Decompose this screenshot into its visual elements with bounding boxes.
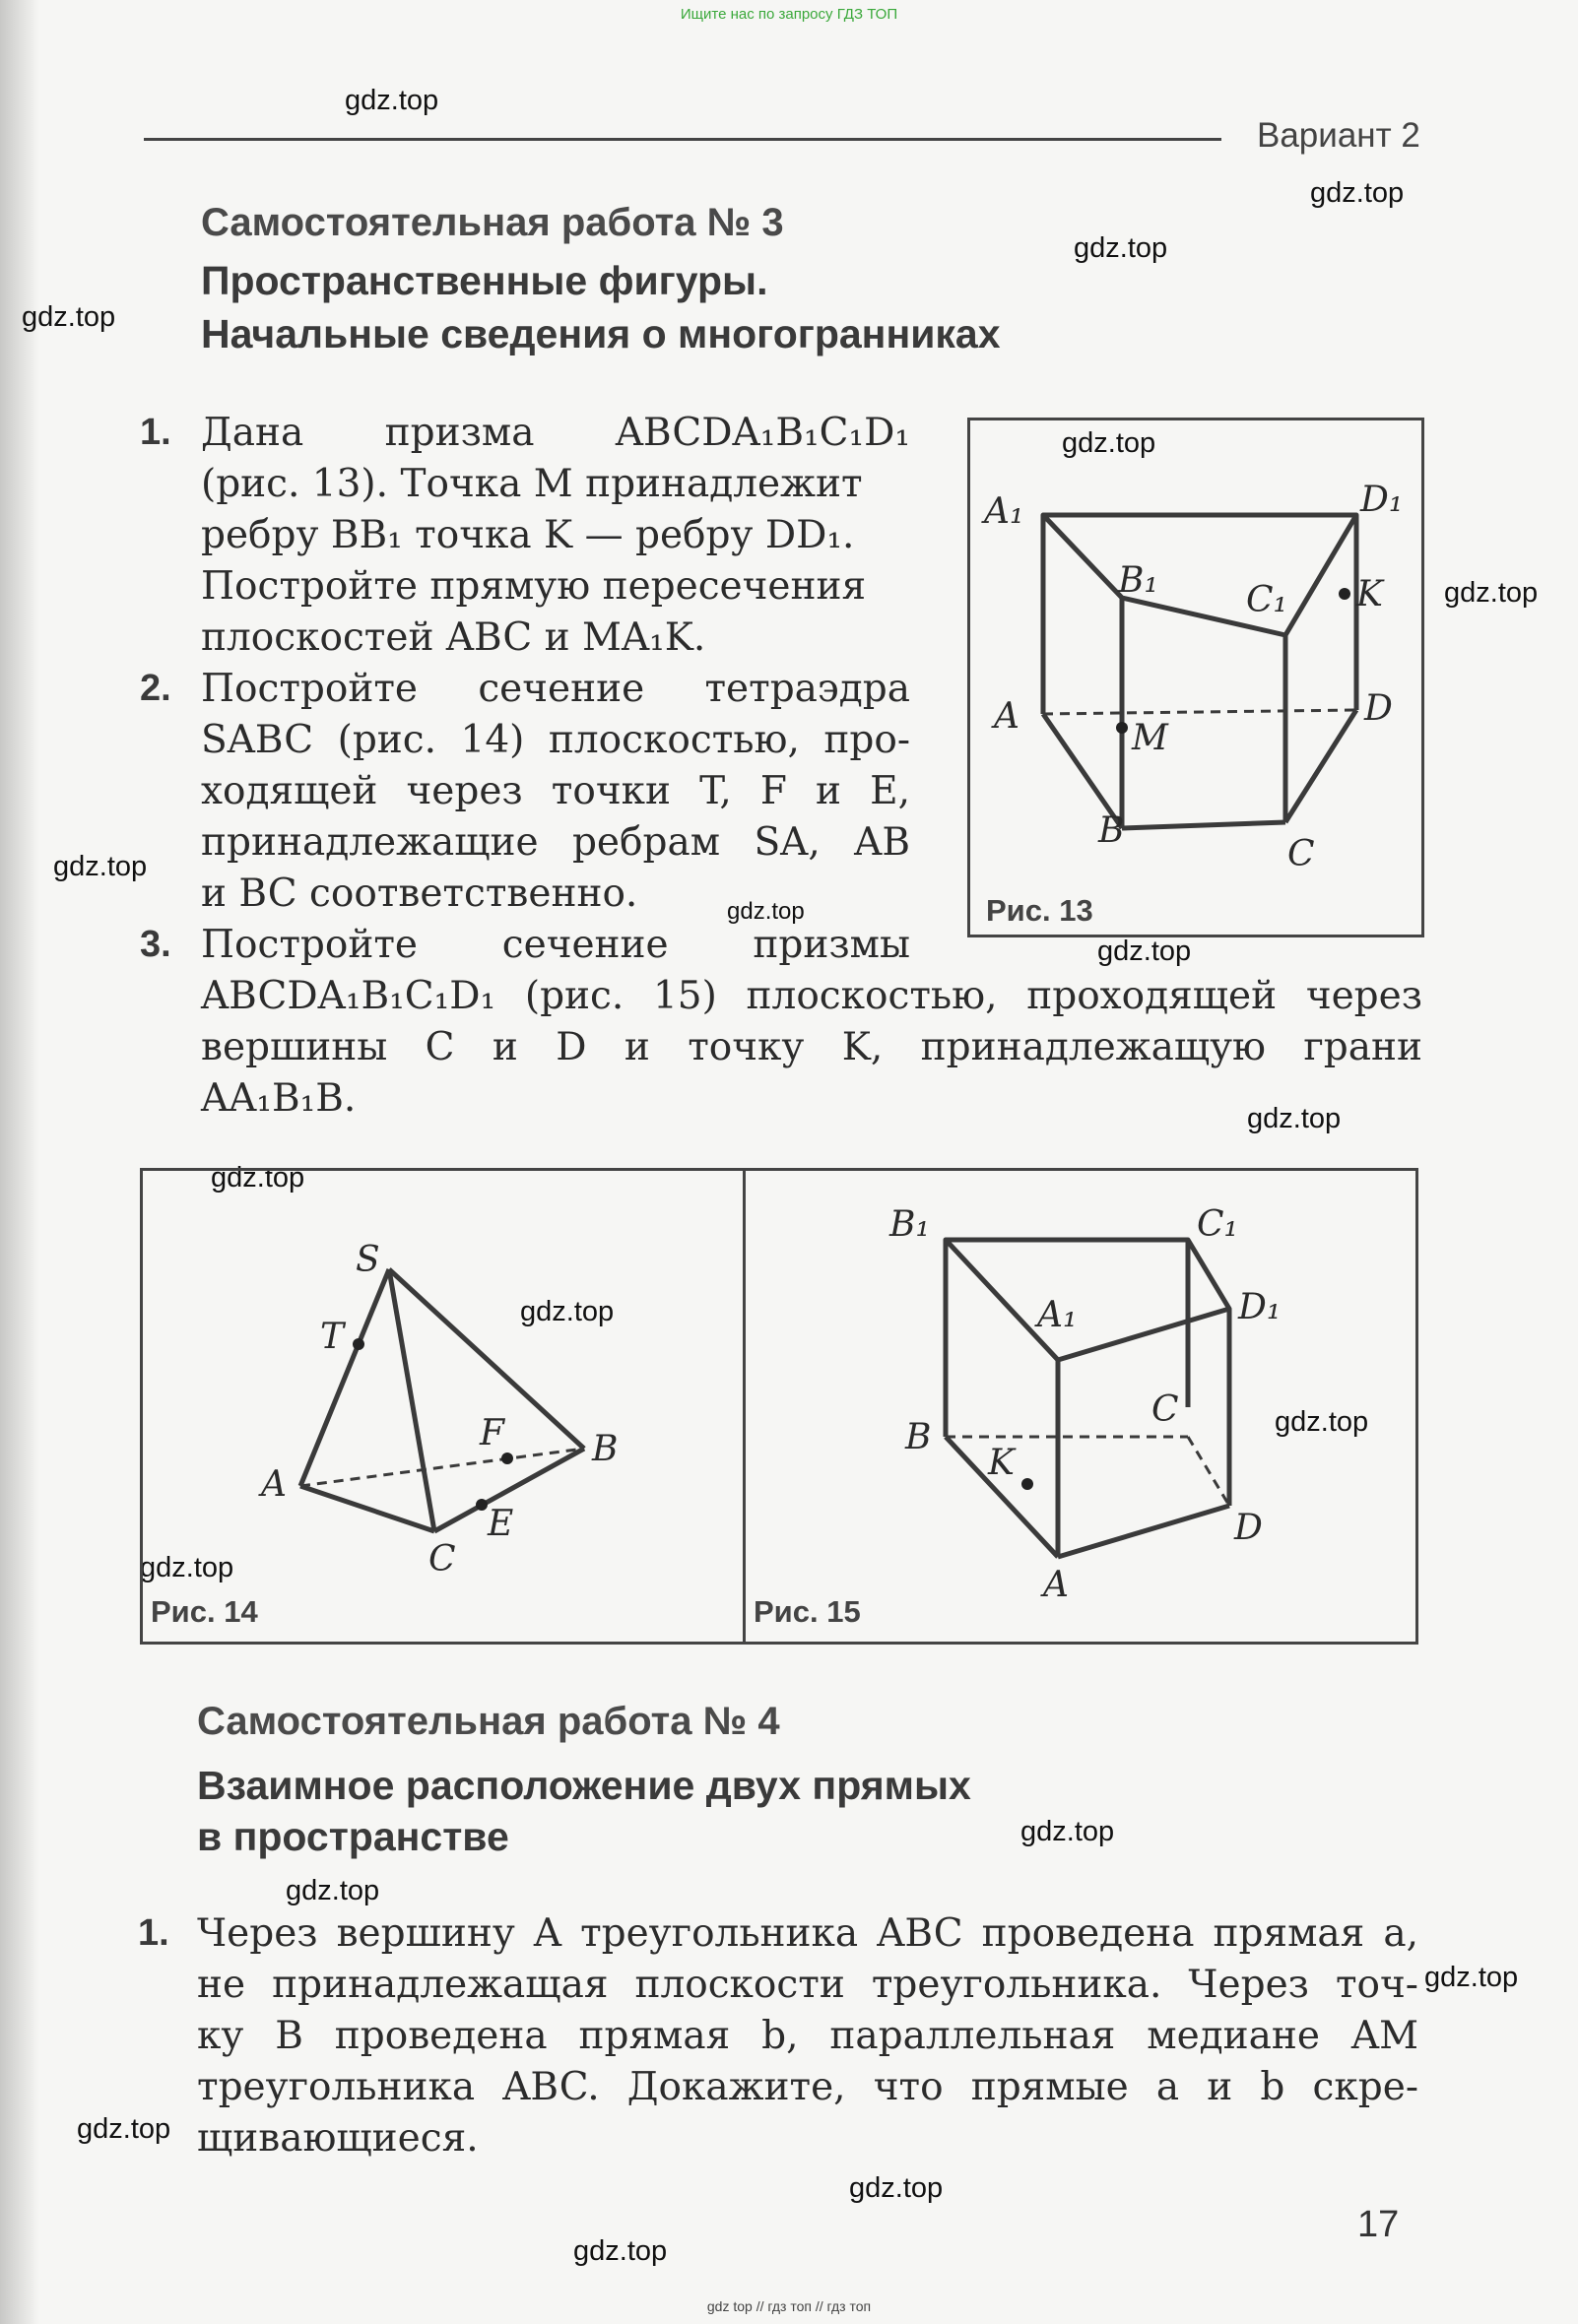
label-A: A [261, 1464, 287, 1505]
watermark: gdz.top [1097, 936, 1192, 967]
watermark: gdz.top [849, 2172, 944, 2204]
label-T: T [320, 1317, 345, 1357]
task1-line: плоскостей ABC и MA₁K. [201, 615, 706, 660]
edge-CD [1285, 710, 1356, 822]
work4-task1-number: 1. [138, 1912, 169, 1954]
task3-line: ABCDA₁B₁C₁D₁ (рис. 15) плоскостью, проходящей через [201, 974, 1422, 1018]
work4-task1-line: Через вершину A треугольника ABC проведена прямая a, [197, 1911, 1418, 1956]
task2-line: ходящей через точки T, F и E, [201, 769, 910, 813]
label-S: S [356, 1240, 380, 1280]
page-edge-shadow [0, 0, 39, 2324]
watermark: gdz.top [1444, 577, 1539, 609]
task3-text [201, 920, 1422, 1125]
variant-label: Вариант 2 [1257, 116, 1420, 155]
label-E: E [488, 1504, 514, 1544]
watermark: gdz.top [140, 1552, 234, 1583]
label-M: M [1132, 718, 1168, 758]
watermark: gdz.top [1020, 1816, 1115, 1847]
label-K: K [988, 1443, 1015, 1483]
edge-AD-hidden [1043, 710, 1356, 714]
work4-task1-line: ку B проведена прямая b, параллельная медиане AM [197, 2014, 1418, 2058]
figure-13-caption: Рис. 13 [986, 893, 1093, 928]
label-A: A [994, 696, 1019, 737]
point-M [1116, 722, 1128, 734]
label-A1: A₁ [1037, 1295, 1078, 1335]
task1-text [201, 408, 910, 664]
label-B: B [1098, 810, 1125, 851]
task2-line: Постройте сечение тетраэдра [201, 667, 910, 711]
label-B: B [905, 1417, 932, 1457]
task3-number: 3. [140, 924, 171, 965]
task2-text [201, 664, 910, 920]
figure-15-caption: Рис. 15 [754, 1594, 861, 1629]
point-F [501, 1452, 513, 1464]
task1-line: (рис. 13). Точка M принадлежит [201, 462, 863, 506]
label-B1: B₁ [889, 1204, 930, 1245]
task2-line: принадлежащие ребрам SA, AB [201, 820, 910, 865]
label-C: C [1287, 834, 1315, 874]
point-K [1021, 1478, 1033, 1490]
watermark: gdz.top [727, 898, 805, 925]
figures-14-15-box [140, 1168, 1418, 1645]
work4-heading: Самостоятельная работа № 4 [197, 1700, 780, 1743]
label-F: F [480, 1413, 504, 1453]
figure-14-caption: Рис. 14 [151, 1594, 258, 1629]
task1-number: 1. [140, 412, 171, 453]
watermark: gdz.top [1424, 1962, 1519, 1993]
figure-13 [967, 418, 1424, 937]
watermark: gdz.top [77, 2113, 171, 2145]
watermark: gdz.top [1247, 1103, 1342, 1134]
point-E [476, 1499, 488, 1511]
label-D1: D₁ [1360, 480, 1404, 520]
edge-BC [1122, 822, 1285, 828]
label-C1: C₁ [1246, 580, 1287, 620]
edge-AD [1058, 1506, 1229, 1557]
edge-SA [300, 1269, 389, 1486]
header-rule [144, 138, 1221, 141]
edge-SC [389, 1269, 434, 1531]
work4-task1-line: щивающиеся. [197, 2116, 479, 2161]
watermark: gdz.top [286, 1875, 380, 1906]
figure-15-drawing [746, 1171, 1419, 1642]
label-C: C [428, 1539, 456, 1580]
task2-number: 2. [140, 668, 171, 709]
task1-line: Постройте прямую пересечения [201, 564, 867, 609]
work3-title-line1: Пространственные фигуры. [201, 258, 768, 303]
watermark: gdz.top [211, 1162, 305, 1194]
page-number: 17 [1357, 2204, 1400, 2245]
work3-title-line2: Начальные сведения о многогранниках [201, 311, 1001, 356]
task2-line: SABC (рис. 14) плоскостью, про- [201, 718, 910, 762]
work4-task1-line: не принадлежащая плоскости треугольника. Через точ- [197, 1963, 1418, 2007]
label-B1: B₁ [1118, 560, 1158, 601]
watermark: gdz.top [573, 2235, 668, 2267]
label-D1: D₁ [1238, 1287, 1282, 1327]
prism-top-face [1043, 515, 1356, 635]
point-T [353, 1338, 364, 1350]
edge-AB-hidden [300, 1449, 584, 1486]
label-C: C [1151, 1389, 1179, 1430]
watermark: gdz.top [1275, 1406, 1369, 1438]
work3-heading: Самостоятельная работа № 3 [201, 201, 784, 244]
task3-line: Постройте сечение призмы [201, 923, 910, 967]
task1-line: Дана призма ABCDA₁B₁C₁D₁ [201, 411, 910, 455]
watermark: gdz.top [1310, 177, 1405, 209]
label-B: B [592, 1429, 619, 1469]
edge-CD-hidden [1188, 1437, 1229, 1506]
work4-task1-text [197, 1908, 1418, 2164]
task1-line: ребру BB₁ точка K — ребру DD₁. [201, 513, 855, 557]
work4-task1-line: треугольника ABC. Докажите, что прямые a и b скре- [197, 2065, 1418, 2109]
label-A1: A₁ [984, 491, 1024, 532]
label-C1: C₁ [1197, 1204, 1238, 1245]
label-D: D [1364, 688, 1393, 729]
work4-title-line2: в пространстве [197, 1814, 509, 1859]
watermark: gdz.top [520, 1296, 615, 1327]
watermark: gdz.top [22, 301, 116, 333]
top-search-note: Ищите нас по запросу ГДЗ ТОП [680, 6, 898, 23]
bottom-note: gdz top // гдз топ // гдз топ [706, 2298, 872, 2314]
task3-line: вершины C и D и точку K, принадлежащую грани [201, 1025, 1422, 1069]
edge-AC [300, 1486, 434, 1531]
point-K [1339, 588, 1350, 600]
task3-line: AA₁B₁B. [201, 1076, 357, 1121]
task2-line: и BC соответственно. [201, 872, 638, 916]
label-A: A [1043, 1565, 1069, 1605]
work4-title-line1: Взаимное расположение двух прямых [197, 1763, 971, 1808]
figure-13-drawing [970, 420, 1421, 935]
watermark: gdz.top [1062, 427, 1156, 459]
figure-14-drawing [143, 1171, 740, 1642]
label-K: K [1356, 574, 1383, 614]
label-D: D [1234, 1508, 1263, 1548]
watermark: gdz.top [345, 85, 439, 116]
watermark: gdz.top [53, 851, 148, 882]
watermark: gdz.top [1074, 232, 1168, 264]
